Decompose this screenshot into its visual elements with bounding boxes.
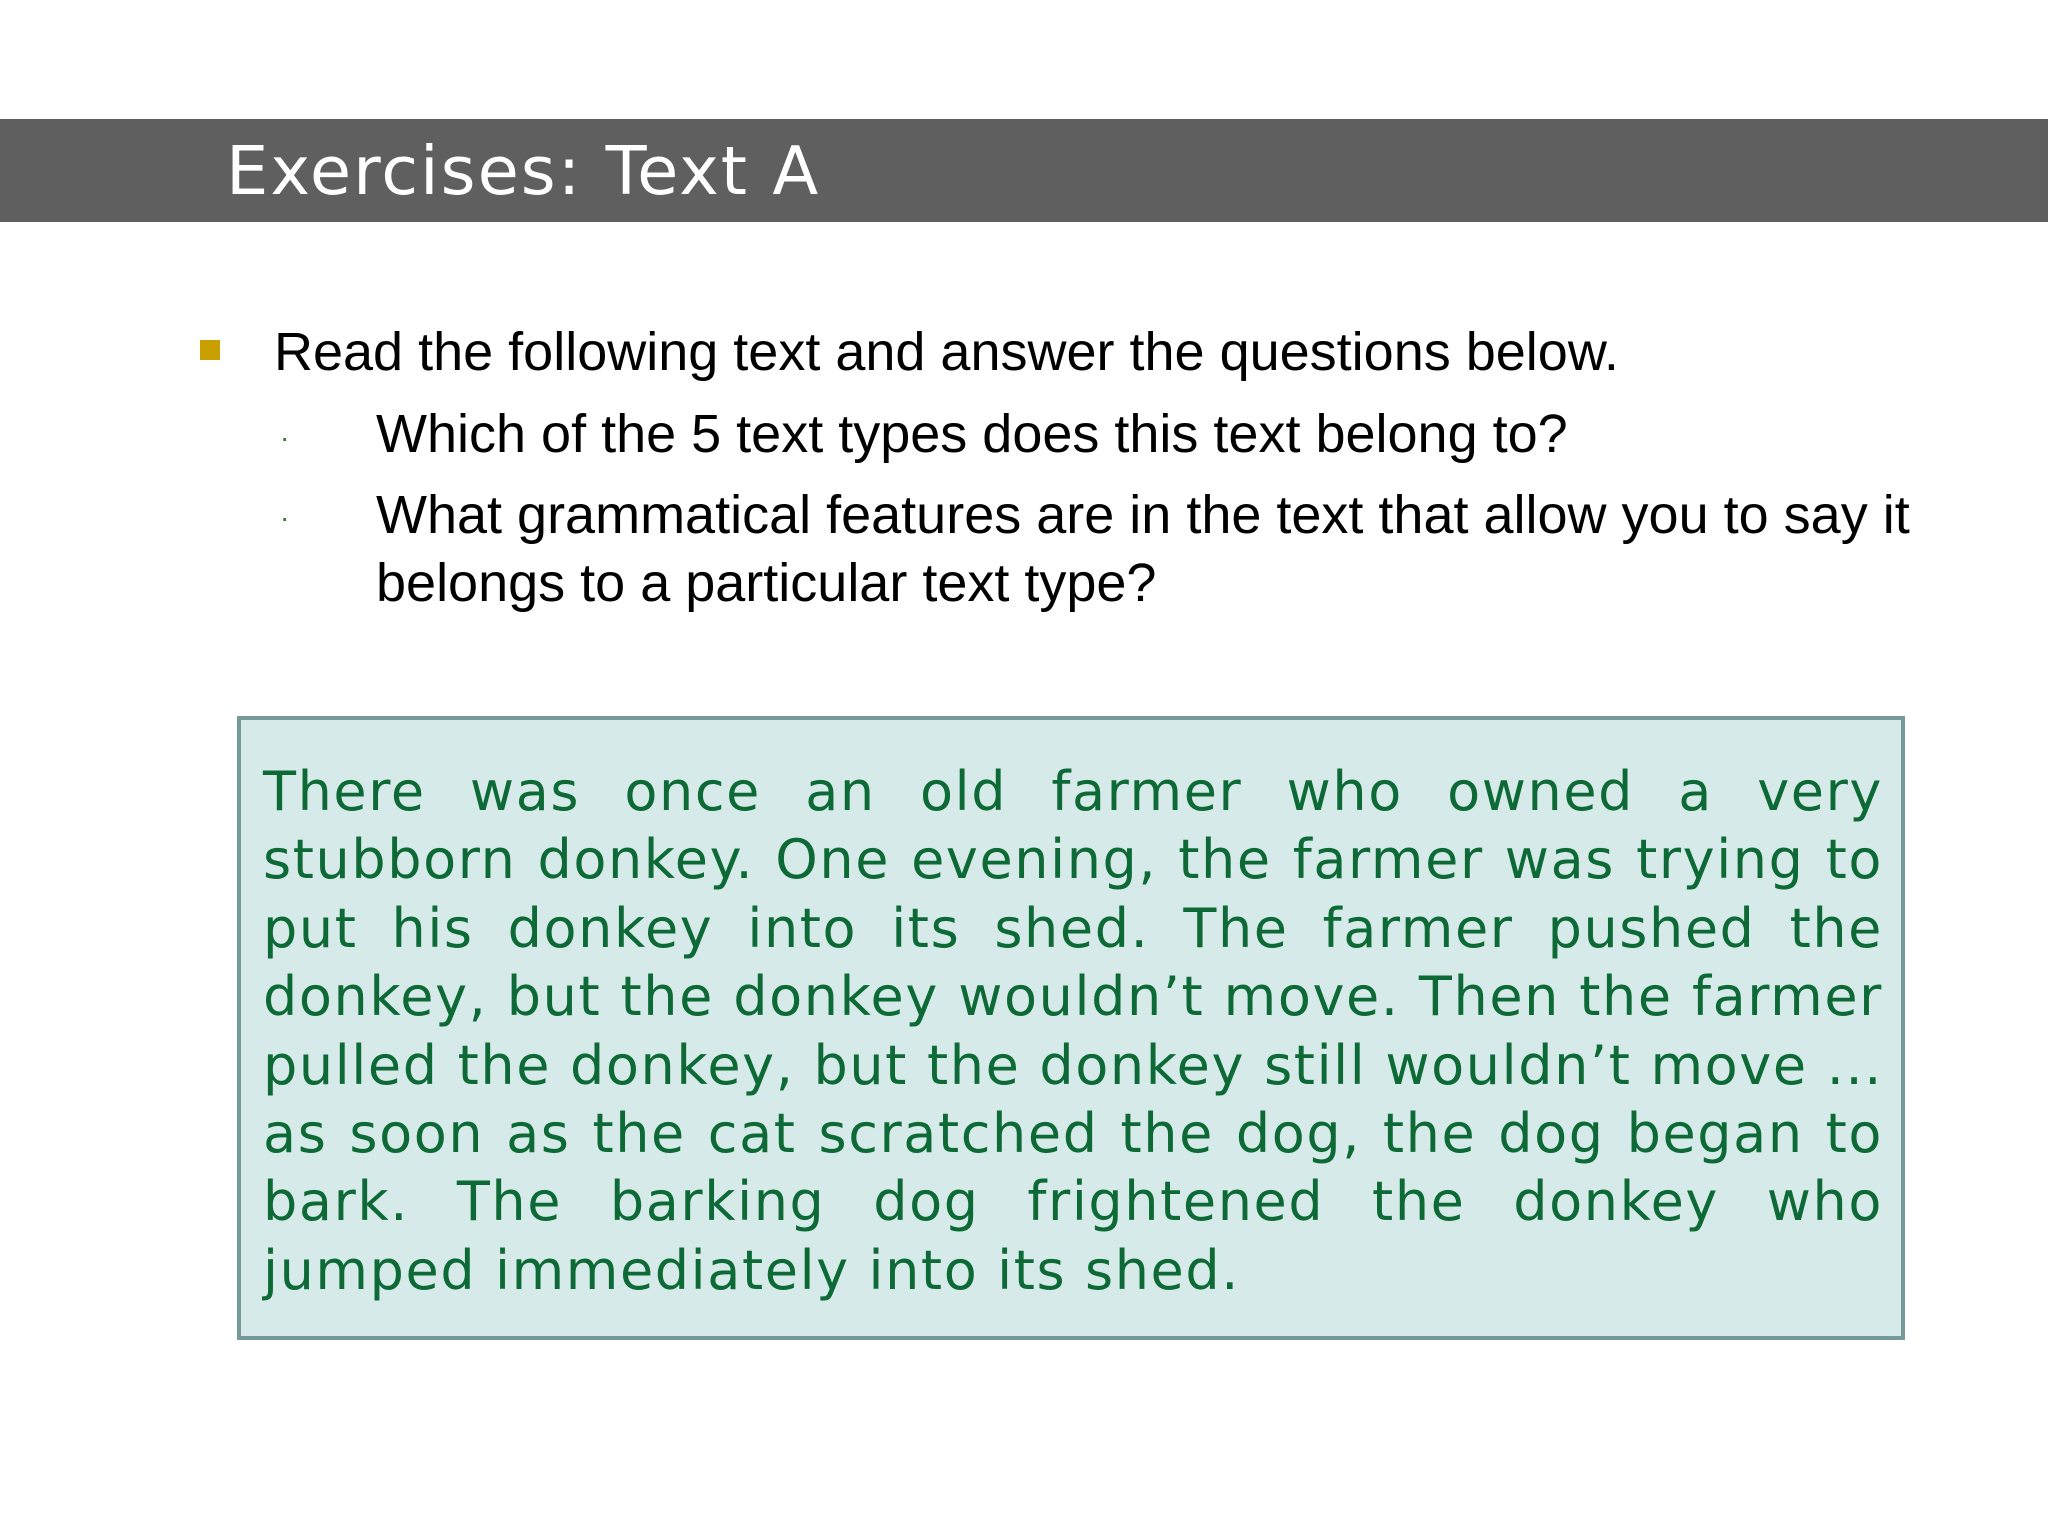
dot-bullet-icon: · <box>280 502 290 533</box>
slide-title: Exercises: Text A <box>226 132 821 210</box>
square-bullet-icon <box>200 340 220 360</box>
text-a-box <box>237 716 1905 1340</box>
text-a-passage: There was once an old farmer who owned a very stubborn donkey. One evening, the farmer was trying to put his donkey into its shed. The farmer pushed the donkey, but the donkey wouldn’t move. Then the farmer pulled the donkey, but the donkey still wouldn’t move ... as soon as the cat scratched the dog, the dog began to bark. The barking dog frightened the donkey who jumped immediately into its shed. <box>263 760 1883 1302</box>
dot-bullet-icon: · <box>280 422 290 453</box>
question-item: What grammatical features are in the text that allow you to say it belongs to a particular text type? <box>376 485 1910 613</box>
question-item: Which of the 5 text types does this text belong to? <box>376 404 1568 464</box>
instruction-text: Read the following text and answer the questions below. <box>274 322 1619 382</box>
